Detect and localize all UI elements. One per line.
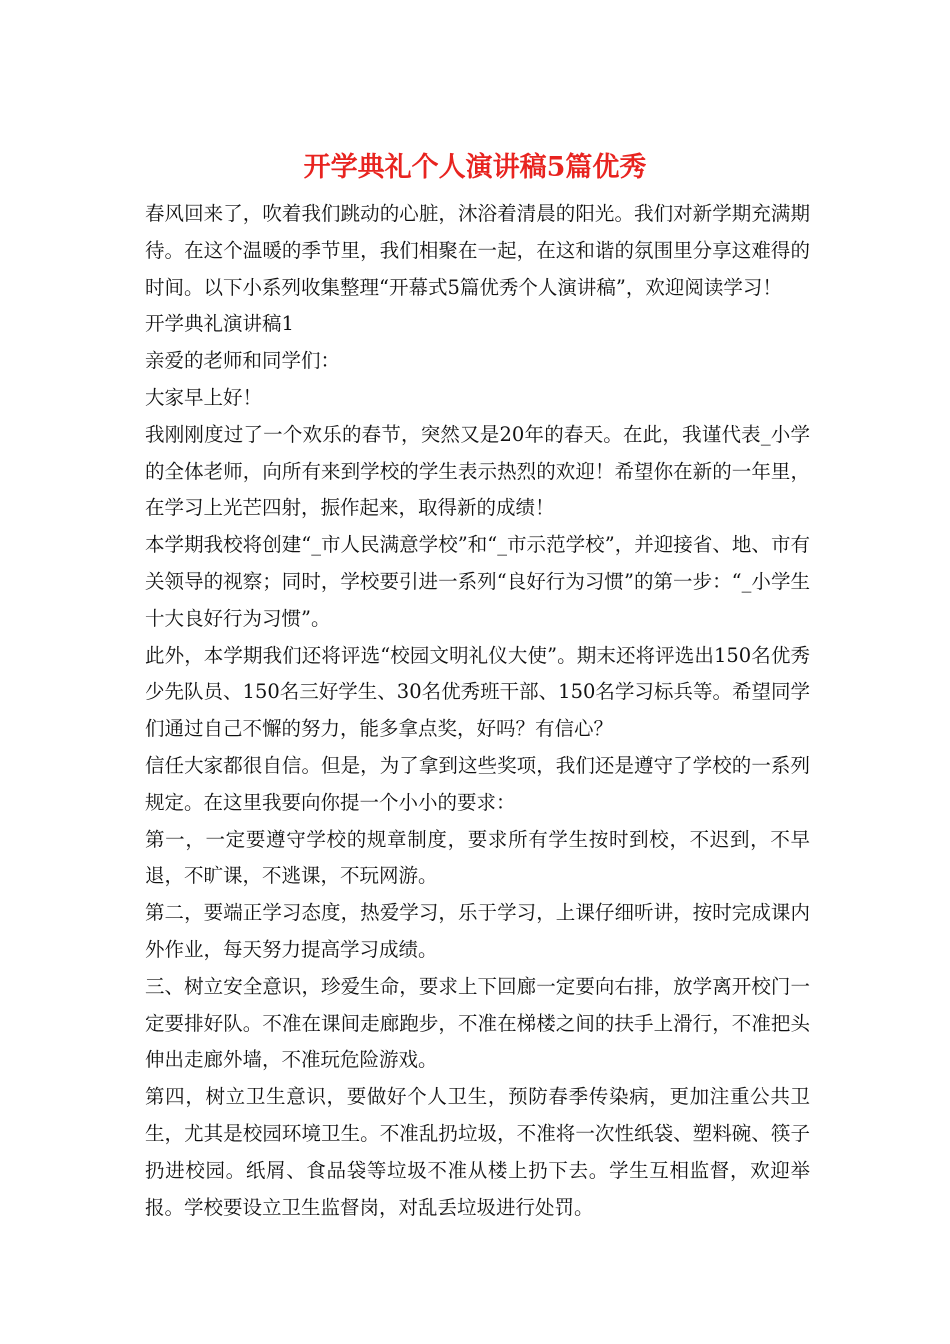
paragraph-rule-one: 第一，一定要遵守学校的规章制度，要求所有学生按时到校，不迟到，不早退，不旷课，不逃课，不玩网游。 xyxy=(145,827,810,888)
paragraph-intro: 春风回来了，吹着我们跳动的心脏，沐浴着清晨的阳光。我们对新学期充满期待。在这个温暖的季节里，我们相聚在一起，在这和谐的氛围里分享这难得的时间。以下小系列收集整理“开幕式5篇优秀个人演讲稿”，欢迎阅读学习！ xyxy=(145,202,810,299)
paragraph-rule-three: 三、树立安全意识，珍爱生命，要求上下回廊一定要向右排，放学离开校门一定要排好队。不准在课间走廊跑步，不准在梯楼之间的扶手上滑行，不准把头伸出走廊外墙，不准玩危险游戏。 xyxy=(145,974,810,1072)
document-title: 开学典礼个人演讲稿5篇优秀 xyxy=(303,152,647,183)
paragraph-awards: 此外，本学期我们还将评选“校园文明礼仪大使”。期末还将评选出150名优秀少先队员、150名三好学生、30名优秀班干部、150名学习标兵等。希望同学们通过自己不懈的努力，能多拿点奖，好吗？有信心？ xyxy=(145,643,810,741)
paragraph-welcome: 我刚刚度过了一个欢乐的春节，突然又是20年的春天。在此，我谨代表_小学的全体老师，向所有来到学校的学生表示热烈的欢迎！希望你在新的一年里，在学习上光芒四射，振作起来，取得新的成绩！ xyxy=(145,422,810,520)
paragraph-school-plans: 本学期我校将创建“_市人民满意学校”和“_市示范学校”，并迎接省、地、市有关领导的视察；同时，学校要引进一系列“良好行为习惯”的第一步：“_小学生十大良好行为习惯”。 xyxy=(145,533,810,630)
paragraph-speech-heading: 开学典礼演讲稿1 xyxy=(145,312,294,336)
paragraph-rule-two: 第二，要端正学习态度，热爱学习，乐于学习，上课仔细听讲，按时完成课内外作业，每天努力提高学习成绩。 xyxy=(145,901,810,961)
paragraph-greeting: 大家早上好！ xyxy=(145,385,263,409)
document-body xyxy=(145,196,810,1226)
paragraph-rule-four: 第四，树立卫生意识，要做好个人卫生，预防春季传染病，更加注重公共卫生，尤其是校园环境卫生。不准乱扔垃圾，不准将一次性纸袋、塑料碗、筷子扔进校园。纸屑、食品袋等垃圾不准从楼上扔下去。学生互相监督，欢迎举报。学校要设立卫生监督岗，对乱丢垃圾进行处罚。 xyxy=(145,1085,810,1219)
paragraph-salutation: 亲爱的老师和同学们： xyxy=(145,349,341,373)
paragraph-requirements-intro: 信任大家都很自信。但是，为了拿到这些奖项，我们还是遵守了学校的一系列规定。在这里我要向你提一个小小的要求： xyxy=(145,753,810,814)
